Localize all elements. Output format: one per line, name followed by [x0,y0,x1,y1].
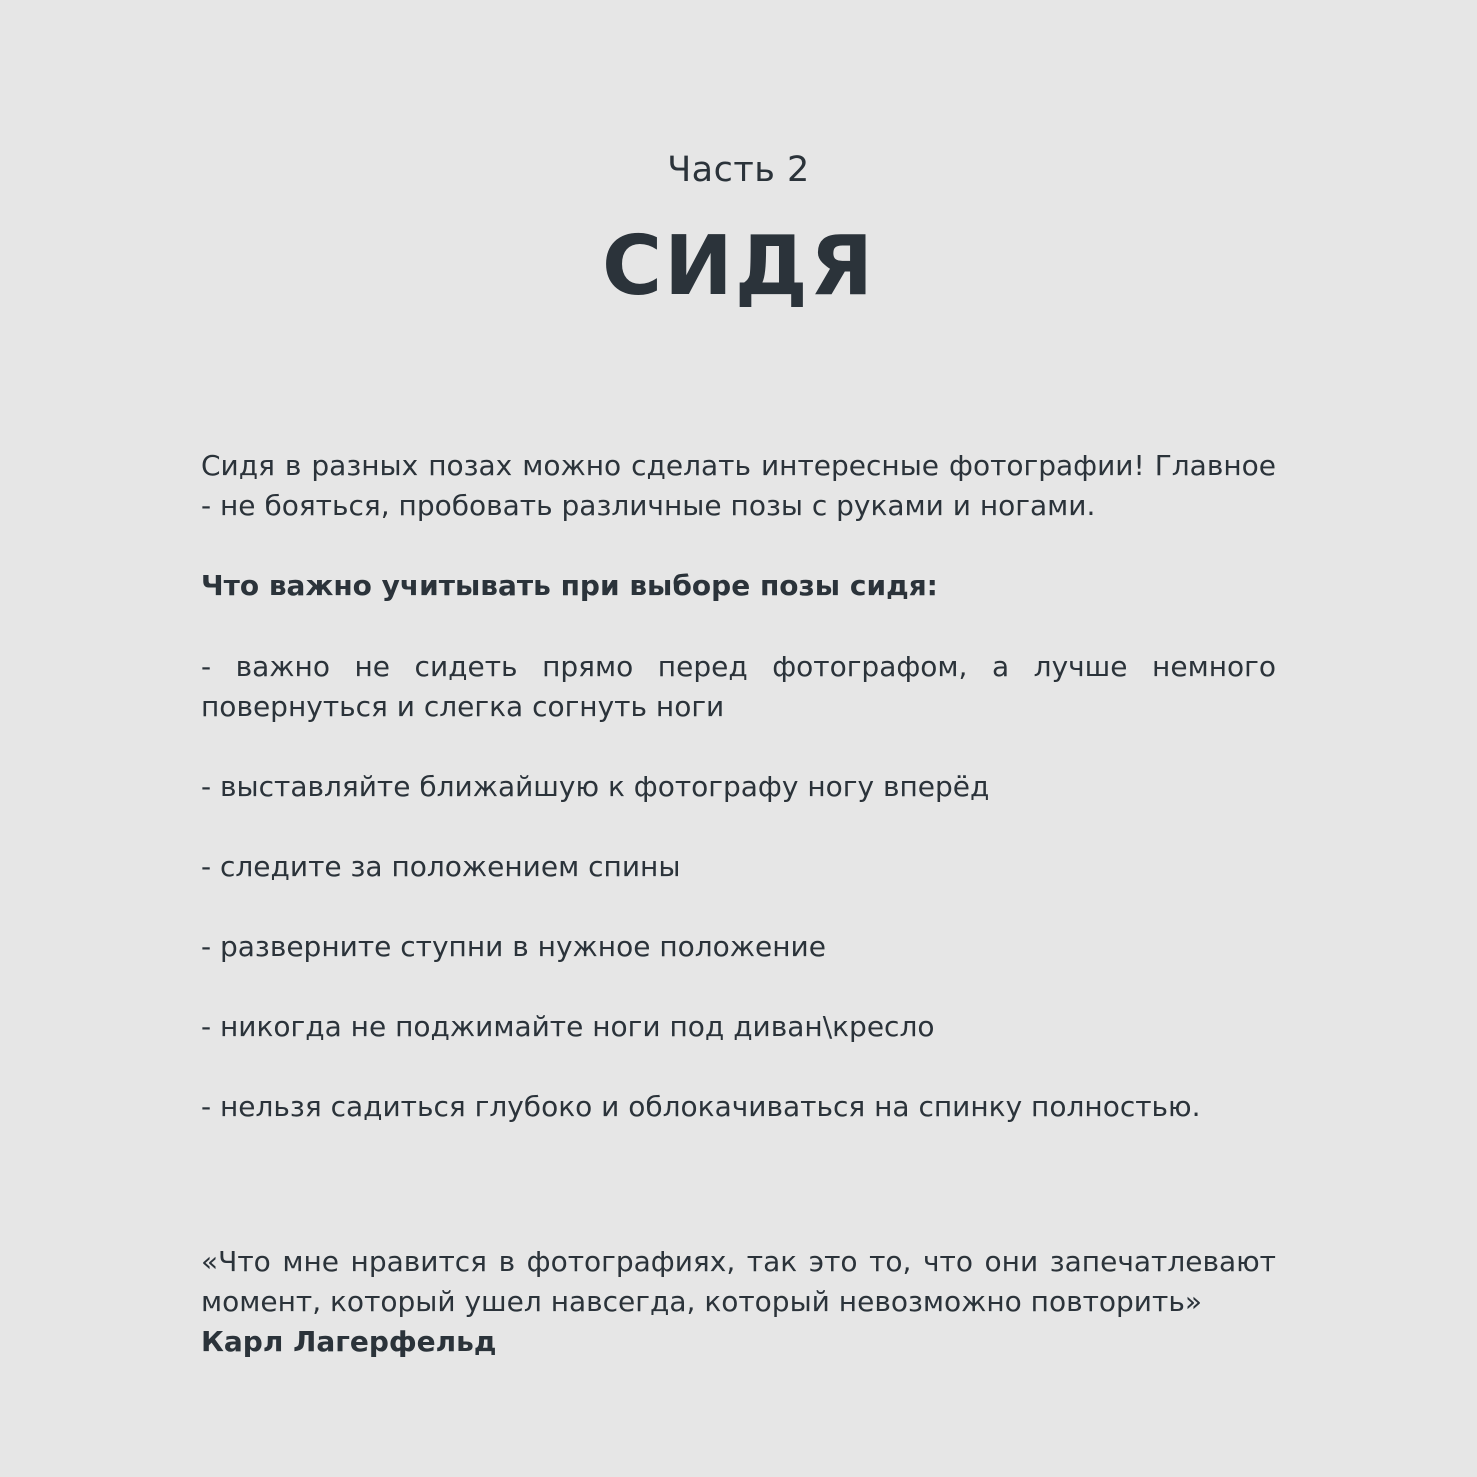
tips-list [201,647,1276,1127]
quote-text: «Что мне нравится в фотографиях, так это то, что они запечатлевают момент, который ушел навсегда, который невозможно повторить» [201,1245,1276,1318]
quote-block [201,1242,1276,1362]
list-item: - выставляйте ближайшую к фотографу ногу вперёд [201,770,990,803]
list-item: - разверните ступни в нужное положение [201,930,826,963]
tips-heading: Что важно учитывать при выборе позы сидя: [201,569,938,602]
list-item: - следите за положением спины [201,850,681,883]
part-label: Часть 2 [667,150,810,190]
list-item: - нельзя садиться глубоко и облокачиваться на спинку полностью. [201,1090,1201,1123]
intro-paragraph: Сидя в разных позах можно сделать интересные фотографии! Главное - не бояться, пробовать различные позы с руками и ногами. [201,449,1276,522]
page-title: СИДЯ [602,219,875,314]
quote-author: Карл Лагерфельд [201,1325,497,1358]
list-item: - важно не сидеть прямо перед фотографом, а лучше немного повернуться и слегка согнуть ноги [201,650,1276,723]
list-item: - никогда не поджимайте ноги под диван\кресло [201,1010,935,1043]
